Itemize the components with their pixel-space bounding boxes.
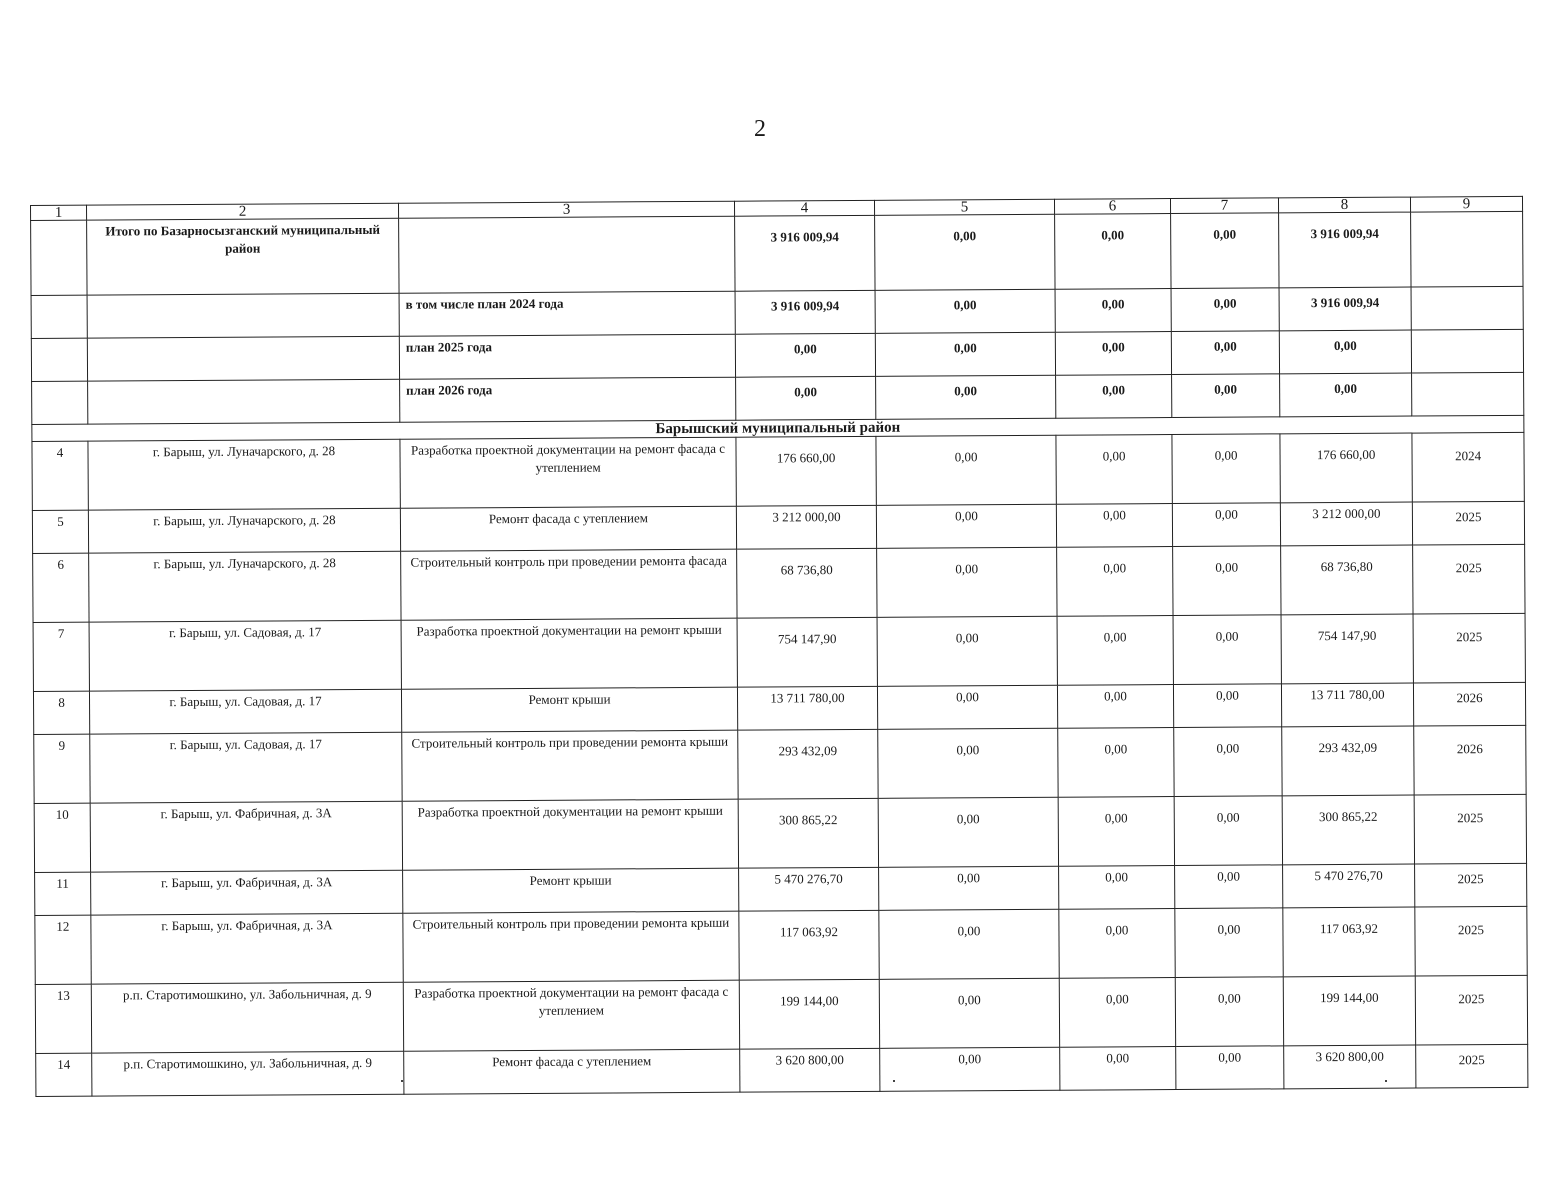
repair-plan-table [30, 196, 1528, 1097]
row-c5: 0,00 [878, 728, 1058, 798]
plan-cell-c7: 0,00 [1172, 374, 1280, 418]
total-cell-n [31, 220, 87, 295]
row-c6: 0,00 [1058, 728, 1174, 798]
row-number: 14 [36, 1053, 92, 1096]
row-address: г. Барыш, ул. Фабричная, д. 3А [90, 801, 402, 872]
plan-cell-year [1412, 372, 1524, 416]
row-c7: 0,00 [1172, 503, 1280, 547]
plan-cell-c4: 0,00 [736, 376, 876, 420]
row-number: 13 [35, 984, 91, 1053]
column-header: 5 [874, 199, 1054, 215]
plan-cell-c6: 0,00 [1055, 289, 1171, 333]
plan-cell-address [87, 293, 399, 338]
row-number: 11 [35, 872, 91, 915]
row-c4: 176 660,00 [736, 436, 876, 506]
row-number: 6 [33, 553, 89, 622]
table-row [36, 1044, 1528, 1096]
row-year: 2025 [1415, 975, 1527, 1045]
row-address: г. Барыш, ул. Фабричная, д. 3А [91, 870, 403, 915]
row-c7: 0,00 [1174, 796, 1282, 866]
row-c4: 117 063,92 [739, 910, 879, 980]
row-number: 12 [35, 915, 91, 984]
row-c7: 0,00 [1173, 684, 1281, 728]
plan-cell-c8: 0,00 [1280, 373, 1412, 417]
row-c5: 0,00 [876, 435, 1056, 505]
table-row [35, 906, 1527, 984]
scan-speck [401, 1080, 403, 1082]
row-c5: 0,00 [877, 547, 1057, 617]
row-address: р.п. Старотимошкино, ул. Забольничная, д. 9 [91, 982, 403, 1053]
column-header: 6 [1054, 199, 1170, 215]
table-row [33, 613, 1525, 691]
row-year: 2025 [1415, 863, 1527, 907]
row-address: г. Барыш, ул. Садовая, д. 17 [89, 689, 401, 734]
row-c6: 0,00 [1057, 685, 1173, 729]
row-c5: 0,00 [877, 685, 1057, 729]
row-work: Строительный контроль при проведении ремонта крыши [403, 911, 739, 982]
row-address: р.п. Старотимошкино, ул. Забольничная, д. 9 [92, 1051, 404, 1096]
row-work: Ремонт крыши [401, 687, 737, 732]
row-work: Строительный контроль при проведении ремонта фасада [401, 549, 737, 620]
table-row [35, 975, 1527, 1053]
total-cell-c7: 0,00 [1171, 213, 1279, 289]
plan-cell-c8: 3 916 009,94 [1279, 287, 1411, 331]
plan-label: план 2026 года [400, 377, 736, 422]
row-year: 2025 [1413, 613, 1525, 683]
plan-cell-c7: 0,00 [1171, 288, 1279, 332]
table-row [33, 544, 1525, 622]
column-header: 3 [398, 201, 734, 218]
plan-cell-c6: 0,00 [1056, 375, 1172, 419]
row-c8: 3 620 800,00 [1284, 1045, 1416, 1089]
row-c5: 0,00 [879, 866, 1059, 910]
row-year: 2025 [1413, 544, 1525, 614]
row-number: 4 [32, 441, 88, 510]
column-header: 8 [1278, 197, 1410, 213]
plan-cell-address [88, 379, 400, 424]
row-year: 2025 [1412, 501, 1524, 545]
row-c6: 0,00 [1056, 504, 1172, 548]
row-address: г. Барыш, ул. Луначарского, д. 28 [88, 508, 400, 553]
row-c6: 0,00 [1057, 547, 1173, 617]
scan-speck [893, 1080, 895, 1082]
plan-cell-c5: 0,00 [876, 375, 1056, 419]
plan-cell-n [32, 381, 88, 424]
data-rows [32, 432, 1528, 1096]
row-c5: 0,00 [877, 616, 1057, 686]
row-c4: 300 865,22 [738, 798, 878, 868]
row-c5: 0,00 [880, 1047, 1060, 1091]
row-c4: 68 736,80 [737, 548, 877, 618]
row-c8: 5 470 276,70 [1283, 864, 1415, 908]
row-number: 7 [33, 622, 89, 691]
table-row [32, 432, 1524, 510]
table-row [34, 794, 1526, 872]
row-c7: 0,00 [1175, 908, 1283, 978]
scan-speck [1385, 1080, 1387, 1082]
total-label: Итого по Базарносызганский муниципальный район [87, 218, 399, 295]
row-year: 2026 [1413, 682, 1525, 726]
plan-cell-c4: 3 916 009,94 [735, 290, 875, 334]
table-row [34, 725, 1526, 803]
row-work: Разработка проектной документации на ремонт крыши [402, 799, 738, 870]
row-c8: 199 144,00 [1283, 976, 1415, 1046]
row-work: Разработка проектной документации на ремонт фасада с утеплением [403, 980, 739, 1051]
plan-cell-n [31, 338, 87, 381]
row-c7: 0,00 [1176, 1046, 1284, 1090]
row-address: г. Барыш, ул. Луначарского, д. 28 [89, 551, 401, 622]
row-c8: 754 147,90 [1281, 614, 1413, 684]
plan-cell-c5: 0,00 [875, 332, 1055, 376]
row-c5: 0,00 [879, 909, 1059, 979]
column-header: 4 [734, 200, 874, 216]
column-header: 9 [1410, 196, 1522, 212]
column-header: 2 [87, 203, 399, 220]
row-c4: 5 470 276,70 [739, 867, 879, 911]
row-work: Ремонт крыши [403, 868, 739, 913]
plan-cell-year [1411, 286, 1523, 330]
row-c8: 68 736,80 [1281, 545, 1413, 615]
row-c8: 176 660,00 [1280, 433, 1412, 503]
plan-cell-c6: 0,00 [1055, 332, 1171, 376]
column-header: 7 [1170, 198, 1278, 214]
plan-cell-c5: 0,00 [875, 289, 1055, 333]
row-c6: 0,00 [1058, 797, 1174, 867]
district-total-row [31, 211, 1523, 295]
row-work: Строительный контроль при проведении ремонта крыши [402, 730, 738, 801]
section-title: Барышский муниципальный район [32, 415, 1524, 441]
total-cell-c5: 0,00 [875, 214, 1055, 290]
total-cell-c4: 3 916 009,94 [735, 215, 875, 291]
row-c4: 3 212 000,00 [736, 505, 876, 549]
row-c5: 0,00 [879, 978, 1059, 1048]
row-c8: 117 063,92 [1283, 907, 1415, 977]
row-year: 2025 [1415, 906, 1527, 976]
column-header: 1 [31, 205, 87, 220]
total-cell-c8: 3 916 009,94 [1279, 212, 1411, 288]
row-c6: 0,00 [1057, 616, 1173, 686]
row-c7: 0,00 [1175, 977, 1283, 1047]
row-c8: 300 865,22 [1282, 795, 1414, 865]
row-address: г. Барыш, ул. Садовая, д. 17 [90, 732, 402, 803]
row-c7: 0,00 [1175, 865, 1283, 909]
row-c4: 754 147,90 [737, 617, 877, 687]
plan-cell-c4: 0,00 [735, 333, 875, 377]
row-work: Ремонт фасада с утеплением [404, 1049, 740, 1094]
row-c6: 0,00 [1059, 866, 1175, 910]
row-c6: 0,00 [1056, 435, 1172, 505]
row-address: г. Барыш, ул. Фабричная, д. 3А [91, 913, 403, 984]
row-c4: 13 711 780,00 [737, 686, 877, 730]
plan-cell-c7: 0,00 [1171, 331, 1279, 375]
row-c8: 13 711 780,00 [1281, 683, 1413, 727]
row-year: 2026 [1414, 725, 1526, 795]
plan-cell-address [87, 336, 399, 381]
row-c6: 0,00 [1059, 978, 1175, 1048]
plan-label: план 2025 года [399, 334, 735, 379]
row-work: Ремонт фасада с утеплением [400, 506, 736, 551]
row-c6: 0,00 [1059, 909, 1175, 979]
row-c6: 0,00 [1060, 1047, 1176, 1091]
row-c8: 3 212 000,00 [1280, 502, 1412, 546]
row-c7: 0,00 [1172, 434, 1280, 504]
row-year: 2025 [1414, 794, 1526, 864]
row-year: 2025 [1416, 1044, 1528, 1088]
row-c8: 293 432,09 [1282, 726, 1414, 796]
total-cell-work [399, 216, 735, 293]
plan-cell-c8: 0,00 [1279, 330, 1411, 374]
total-cell-c6: 0,00 [1055, 214, 1171, 290]
row-address: г. Барыш, ул. Луначарского, д. 28 [88, 439, 400, 510]
row-c5: 0,00 [876, 504, 1056, 548]
row-c7: 0,00 [1174, 727, 1282, 797]
total-cell-year [1411, 211, 1523, 287]
row-year: 2024 [1412, 432, 1524, 502]
plan-cell-n [31, 295, 87, 338]
page-number: 2 [754, 116, 766, 142]
row-c4: 293 432,09 [738, 729, 878, 799]
row-c4: 3 620 800,00 [740, 1048, 880, 1092]
row-number: 5 [32, 510, 88, 553]
row-address: г. Барыш, ул. Садовая, д. 17 [89, 620, 401, 691]
row-number: 8 [33, 691, 89, 734]
row-c7: 0,00 [1173, 615, 1281, 685]
row-number: 10 [34, 803, 90, 872]
row-c4: 199 144,00 [739, 979, 879, 1049]
row-work: Разработка проектной документации на ремонт крыши [401, 618, 737, 689]
row-c7: 0,00 [1173, 546, 1281, 616]
table-container [30, 196, 1527, 1097]
plan-label: в том числе план 2024 года [399, 291, 735, 336]
row-number: 9 [34, 734, 90, 803]
row-c5: 0,00 [878, 797, 1058, 867]
row-work: Разработка проектной документации на ремонт фасада с утеплением [400, 437, 736, 508]
plan-cell-year [1411, 329, 1523, 373]
